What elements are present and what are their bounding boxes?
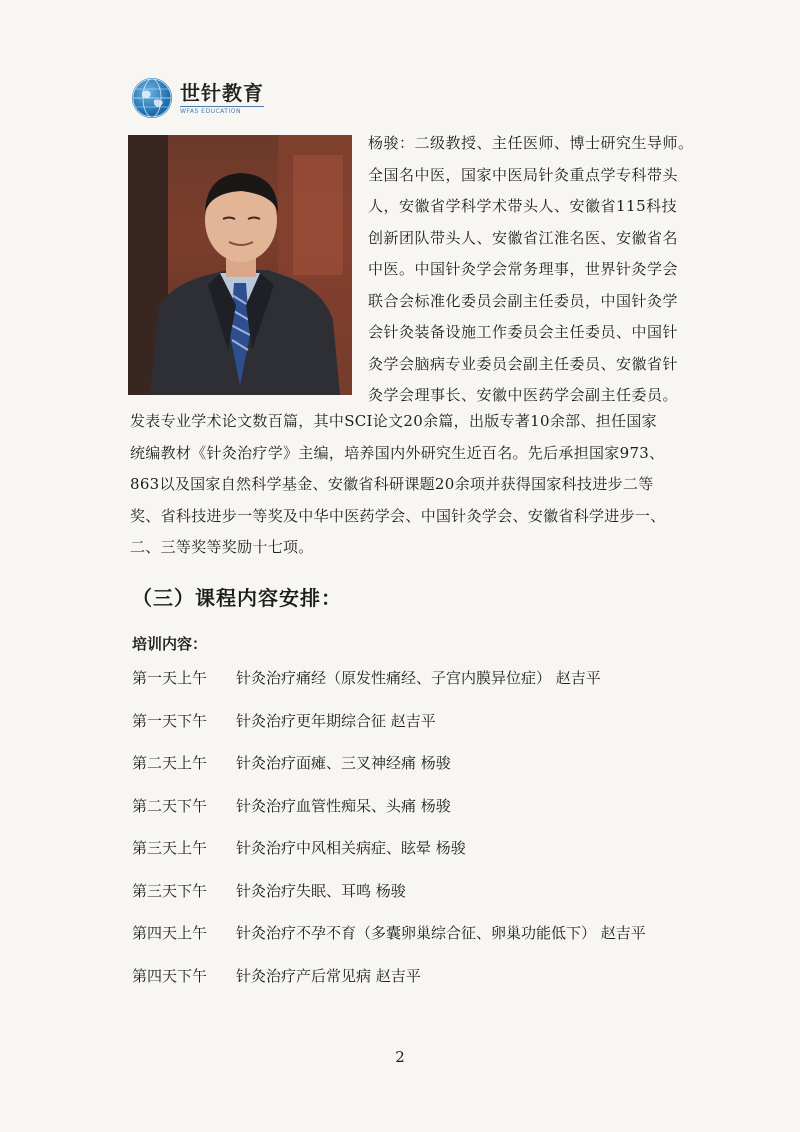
bio-line: 灸学会理事长、安徽中医药学会副主任委员。: [368, 386, 679, 404]
brand-logo: [132, 78, 264, 118]
schedule-day: 第三天下午: [132, 881, 208, 900]
bio-line: 863以及国家自然科学基金、安徽省科研课题20余项并获得国家科技进步二等: [130, 475, 654, 493]
bio-line: 奖、省科技进步一等奖及中华中医药学会、中国针灸学会、安徽省科学进步一、: [130, 506, 666, 525]
bio-line: 灸学会脑病专业委员会副主任委员、安徽省针: [368, 354, 679, 373]
schedule-topic: 针灸治疗血管性痴呆、头痛 杨骏: [236, 796, 451, 815]
section-heading: （三）课程内容安排：: [132, 586, 342, 610]
schedule-topic: 针灸治疗面瘫、三叉神经痛 杨骏: [236, 754, 451, 772]
schedule-topic: 针灸治疗痛经（原发性痛经、子宫内膜异位症） 赵吉平: [236, 669, 601, 687]
bio-line: 杨骏：二级教授、主任医师、博士研究生导师。: [368, 134, 694, 152]
schedule-row: [132, 922, 692, 965]
schedule-day: 第一天上午: [132, 669, 208, 687]
bio-line: 人，安徽省学科学术带头人、安徽省115科技: [368, 197, 678, 215]
schedule-day: 第四天下午: [132, 966, 208, 985]
bio-line: 创新团队带头人、安徽省江淮名医、安徽省名: [368, 228, 679, 247]
schedule-topic: 针灸治疗中风相关病症、眩晕 杨骏: [236, 839, 466, 857]
schedule-row: [132, 710, 692, 753]
bio-line: 统编教材《针灸治疗学》主编，培养国内外研究生近百名。先后承担国家973、: [130, 443, 665, 462]
schedule-row: [132, 795, 692, 838]
bio-line: 中医。中国针灸学会常务理事，世界针灸学会: [368, 260, 679, 278]
bio-line: 联合会标准化委员会副主任委员，中国针灸学: [368, 291, 679, 310]
bio-line: 二、三等奖等奖励十七项。: [130, 538, 314, 556]
bio-line: 发表专业学术论文数百篇，其中SCI论文20余篇，出版专著10余部、担任国家: [130, 412, 657, 430]
schedule-day: 第一天下午: [132, 711, 208, 730]
schedule-topic: 针灸治疗失眠、耳鸣 杨骏: [236, 881, 406, 900]
schedule-topic: 针灸治疗更年期综合征 赵吉平: [236, 711, 436, 730]
schedule-row: [132, 880, 692, 923]
schedule-day: 第三天上午: [132, 839, 208, 857]
bio-text-full-width: [130, 406, 690, 564]
schedule-row: [132, 965, 692, 1008]
schedule-topic: 针灸治疗产后常见病 赵吉平: [236, 966, 421, 985]
schedule-row: [132, 752, 692, 795]
page-number: 2: [395, 1048, 405, 1066]
bio-text-beside-photo: [368, 128, 694, 412]
schedule-day: 第四天上午: [132, 924, 208, 942]
course-schedule: [132, 667, 692, 1007]
bio-line: 会针灸装备设施工作委员会主任委员、中国针: [368, 323, 679, 341]
schedule-row: [132, 667, 692, 710]
logo-subtitle: WFAS EDUCATION: [180, 106, 264, 115]
schedule-topic: 针灸治疗不孕不育（多囊卵巢综合征、卵巢功能低下） 赵吉平: [236, 924, 646, 942]
portrait-photo: [128, 135, 352, 395]
schedule-day: 第二天下午: [132, 796, 208, 815]
logo-title: 世针教育: [180, 80, 264, 105]
training-label: 培训内容：: [132, 635, 208, 653]
schedule-day: 第二天上午: [132, 754, 208, 772]
globe-icon: [132, 78, 172, 118]
schedule-row: [132, 837, 692, 880]
bio-line: 全国名中医，国家中医局针灸重点学专科带头: [368, 165, 679, 184]
